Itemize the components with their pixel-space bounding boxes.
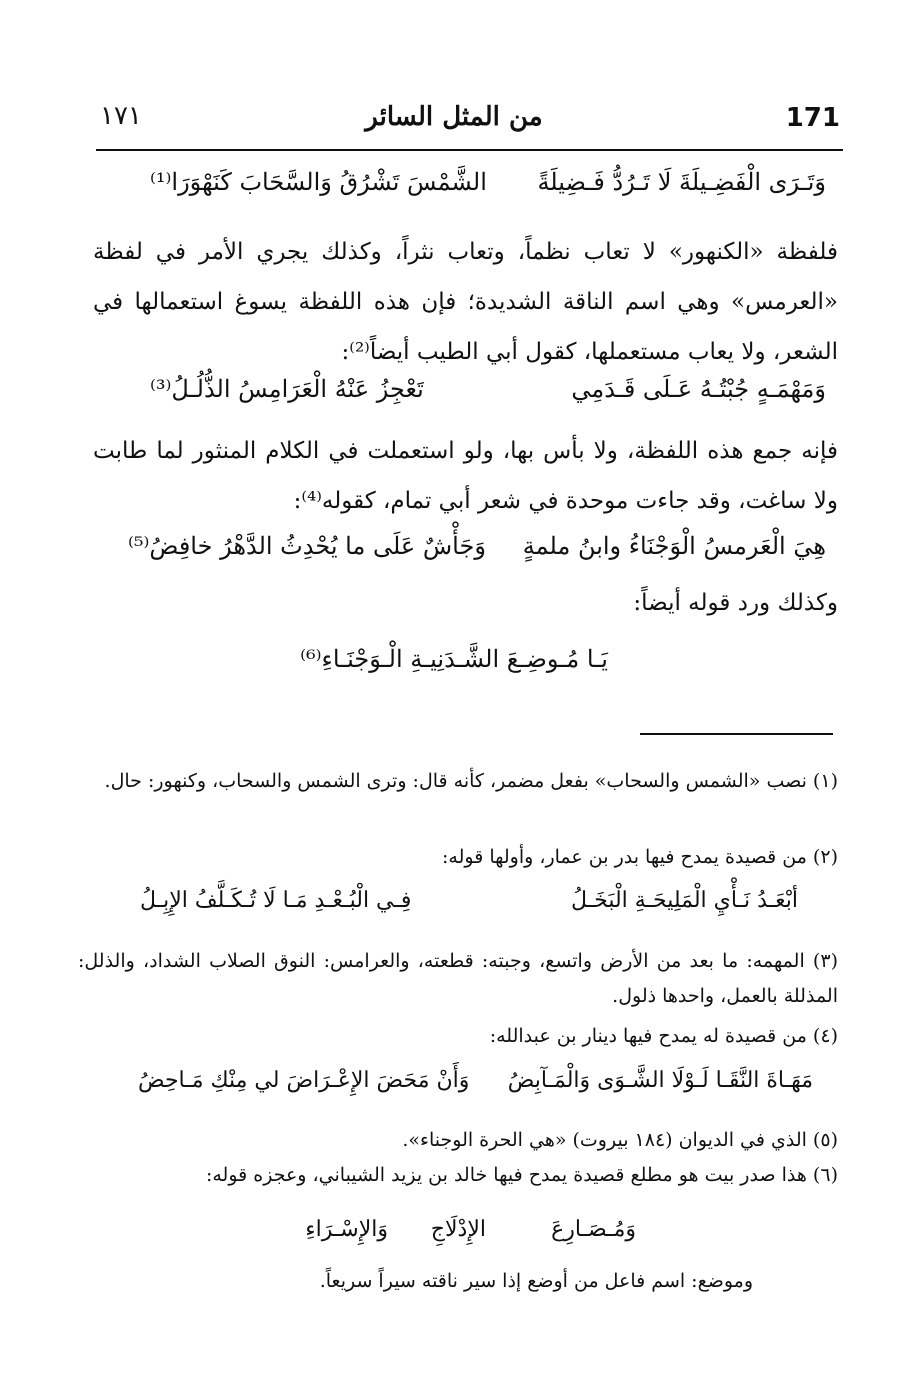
footnote-2: (٢) من قصيدة يمدح فيها بدر بن عمار، وأولها قوله:: [442, 846, 838, 868]
page-number-latin: 171: [785, 103, 840, 133]
footnote-6-gloss: وموضع: اسم فاعل من أوضع إذا سير ناقته سيراً سريعاً.: [319, 1270, 753, 1292]
footnote-6-verse-word-1: وَمُـصَـارِعَ: [551, 1217, 636, 1242]
verse-3-first-hemistich: هِيَ الْعَرمسُ الْوَجْنَاءُ وابنُ ملمةٍ: [522, 532, 826, 560]
verse-2-second-hemistich: تَعْجِزُ عَنْهُ الْعَرَامِسُ الذُّلُـلُ⁽³⁾: [150, 375, 424, 403]
header-rule: [96, 149, 843, 151]
footnote-separator: [640, 733, 833, 735]
footnote-4-verse-first: مَهَـاةَ النَّقَـا لَـوْلَا الشَّـوَى وَالْمَـآبِضُ: [507, 1068, 813, 1093]
paragraph-1: فلفظة «الكنهور» لا تعاب نظماً، وتعاب نثراً، وكذلك يجري الأمر في لفظة «العرمس» وهي اسم الناقة الشديدة؛ فإن هذه اللفظة يسوغ استعمالها في الشعر، ولا يعاب مستعملها، كقول أبي الطيب أيضاً⁽²⁾:: [93, 239, 838, 365]
page-number-arabic: ١٧١: [100, 101, 142, 131]
footnote-4-verse-second: وَأَنْ مَحَضَ الإِعْـرَاضَ لي مِنْكِ مَـاحِضُ: [138, 1068, 470, 1093]
footnote-4: (٤) من قصيدة له يمدح فيها دينار بن عبدالله:: [489, 1025, 838, 1047]
footnote-2-verse-second: فِـي الْبُـعْـدِ مَـا لَا تُـكَـلَّفُ الإِبِـلُ: [140, 888, 412, 913]
verse-2-first-hemistich: وَمَهْمَـهٍ جُبْتُـهُ عَـلَى قَـدَمِي: [571, 375, 826, 403]
paragraph-2: فإنه جمع هذه اللفظة، ولا بأس بها، ولو استعملت في الكلام المنثور لما طابت ولا ساغت، وقد جاءت موحدة في شعر أبي تمام، كقوله⁽⁴⁾:: [93, 438, 838, 514]
verse-4: يَـا مُـوضِـعَ الشَّـدَنِيـةِ الْـوَجْنَـاءِ⁽⁶⁾: [300, 645, 608, 673]
verse-1-first-hemistich: وَتَـرَى الْفَضِـيلَةَ لَا تَـرُدُّ فَـضِيلَةً: [537, 168, 826, 196]
footnote-2-verse-first: أبْعَـدُ نَـأْيِ الْمَلِيحَـةِ الْبَخَـلُ: [571, 888, 798, 913]
verse-3-second-hemistich: وَجَأْشٌ عَلَى ما يُحْدِثُ الدَّهْرُ خافِضُ⁽⁵⁾: [128, 532, 486, 560]
footnote-6-verse-word-3: وَالإِسْـرَاءِ: [305, 1217, 388, 1242]
running-header-title: من المثل السائر: [365, 102, 543, 132]
footnote-3: (٣) المهمه: ما بعد من الأرض واتسع، وجبته: قطعته، والعرامس: النوق الصلاب الشداد، والذلل: المذللة بالعمل، واحدها ذلول.: [78, 950, 838, 1007]
verse-1-second-hemistich: الشَّمْسَ تَشْرُقُ وَالسَّحَابَ كَنَهْوَرَا⁽¹⁾: [150, 168, 487, 196]
paragraph-3: وكذلك ورد قوله أيضاً:: [633, 590, 838, 616]
footnote-1: (١) نصب «الشمس والسحاب» بفعل مضمر، كأنه قال: وترى الشمس والسحاب، وكنهور: حال.: [104, 770, 838, 792]
footnote-5: (٥) الذي في الديوان (١٨٤ بيروت) «هي الحرة الوجناء».: [402, 1129, 838, 1151]
footnote-6: (٦) هذا صدر بيت هو مطلع قصيدة يمدح فيها خالد بن يزيد الشيباني، وعجزه قوله:: [205, 1164, 838, 1186]
footnote-6-verse-word-2: الإِدْلَاجِ: [430, 1217, 486, 1242]
